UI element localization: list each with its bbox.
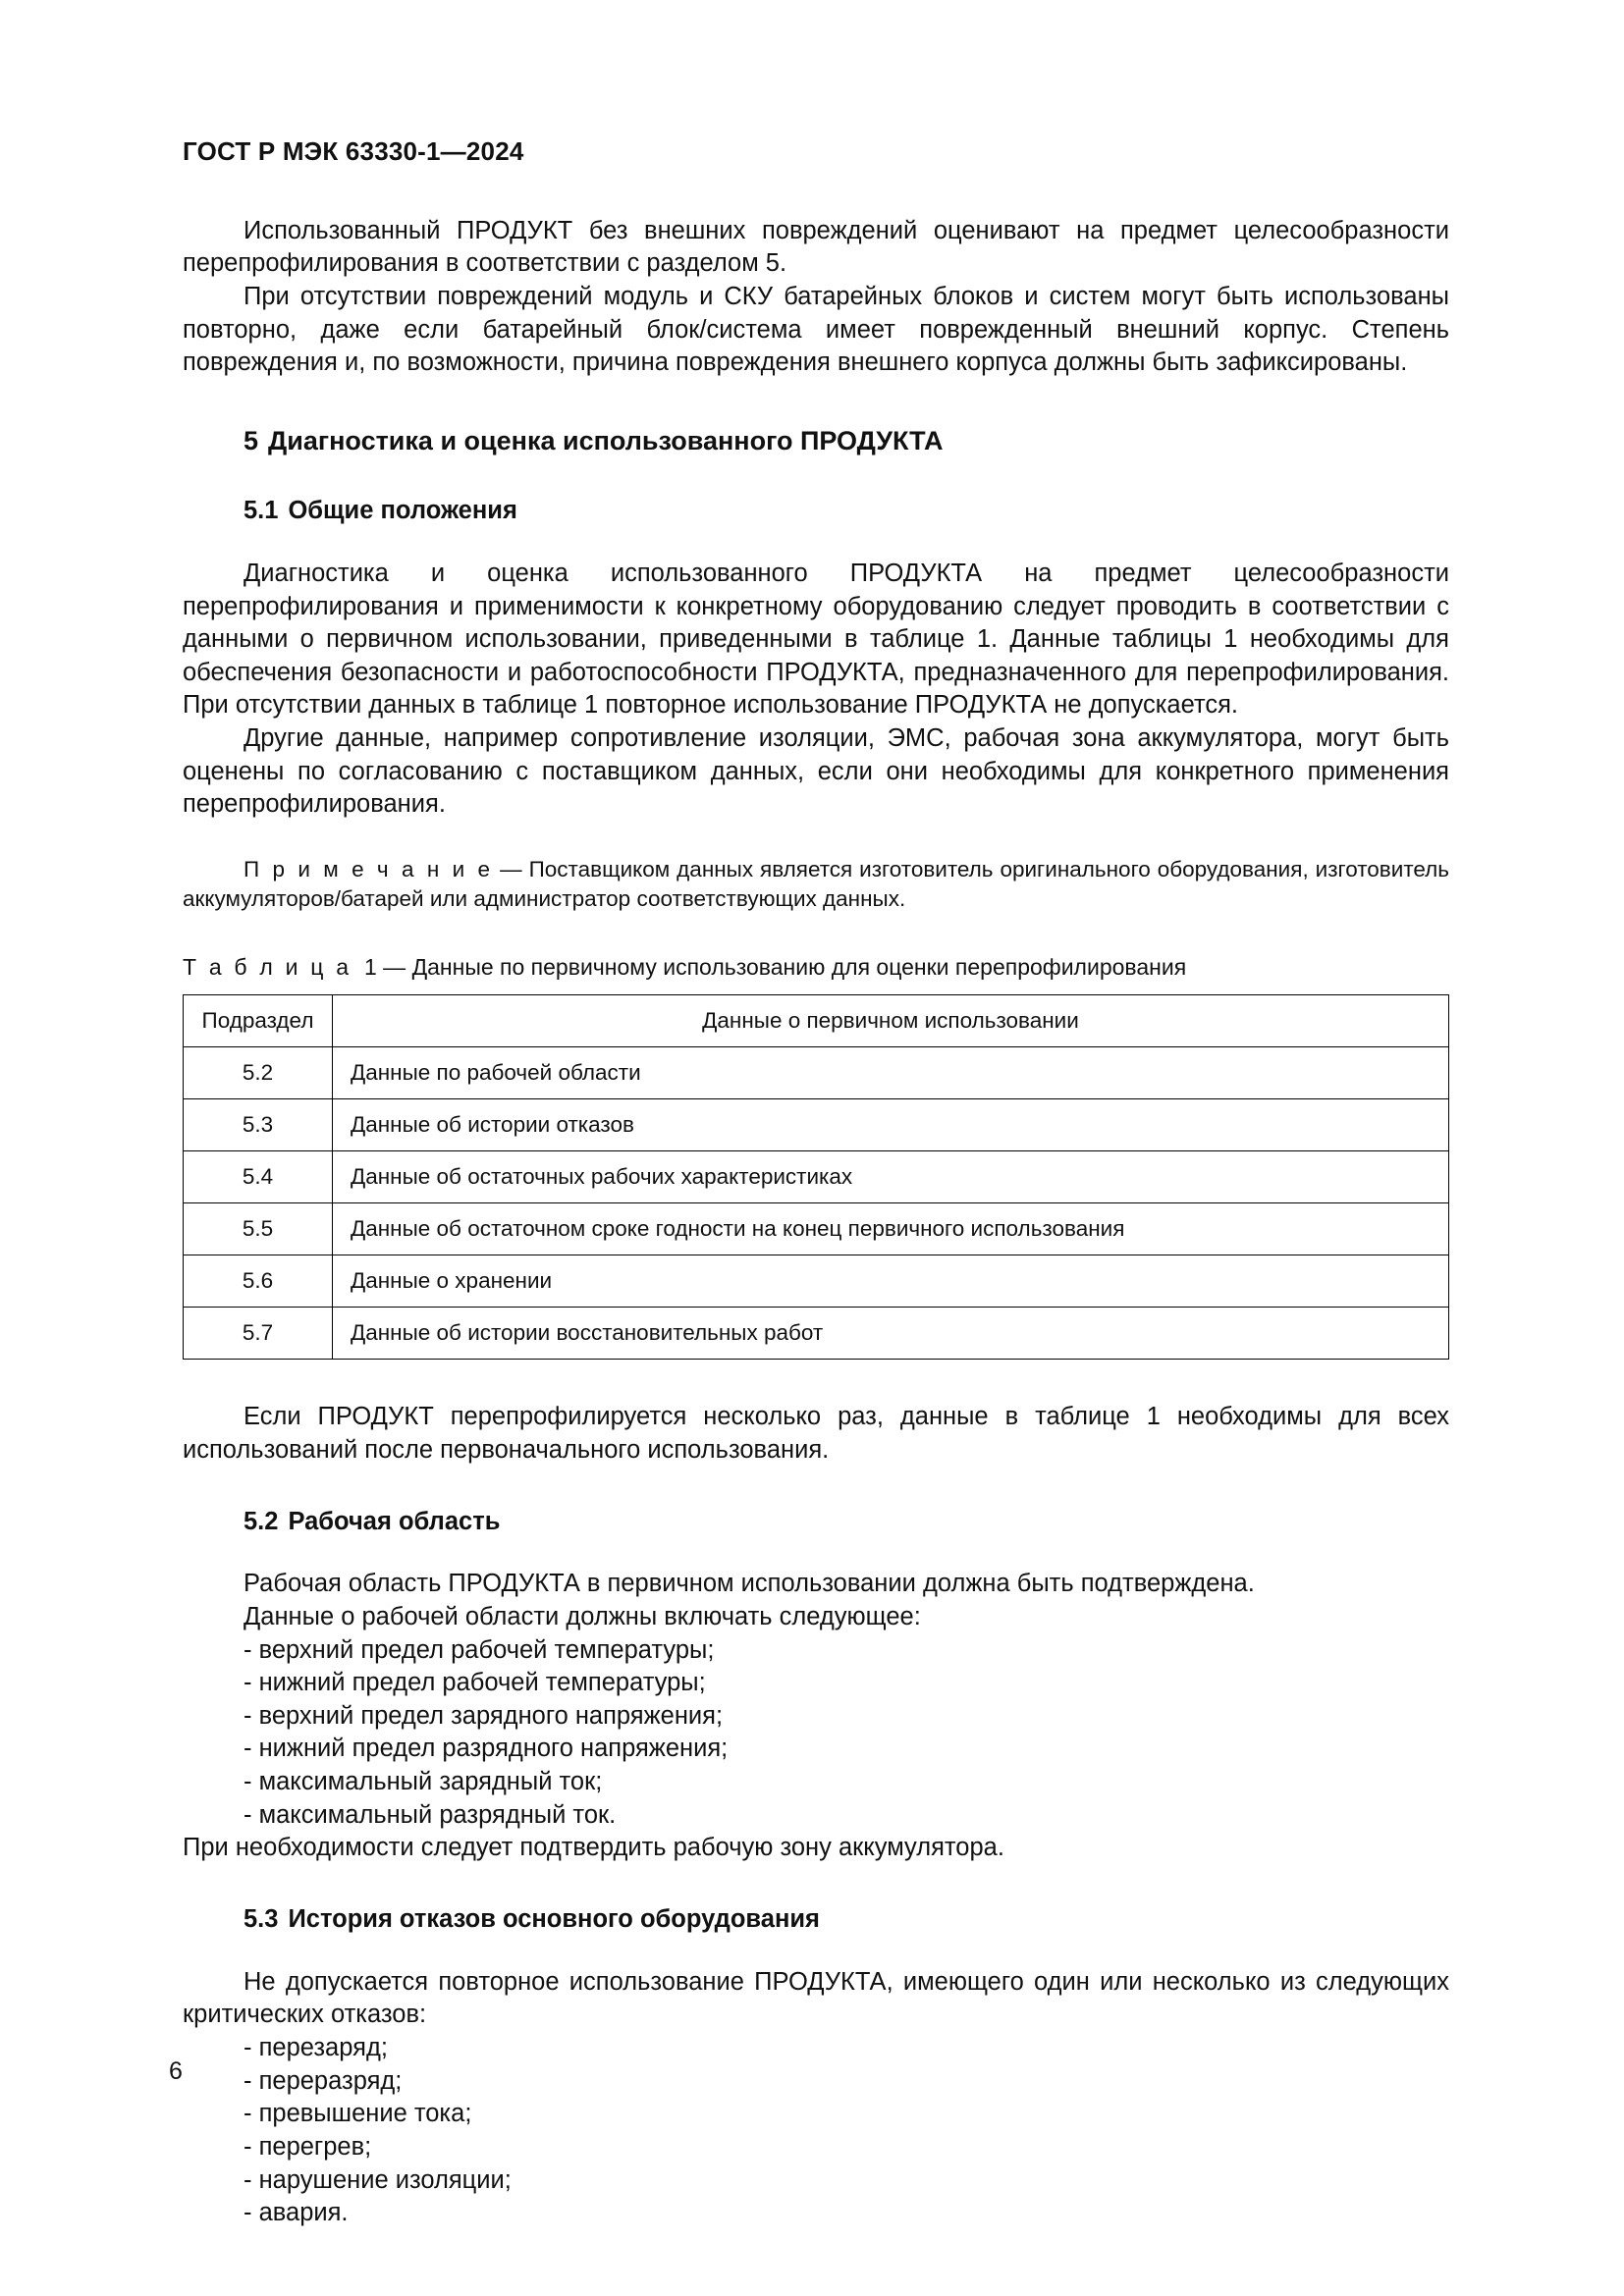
paragraph-5-2-3: При необходимости следует подтвердить рабочую зону аккумулятора. xyxy=(183,1834,1004,1862)
column-header-data: Данные о первичном использовании xyxy=(333,995,1449,1047)
paragraph-after-table: Если ПРОДУКТ перепрофилируется несколько раз, данные в таблице 1 необходимы для всех использований после первоначального использования. xyxy=(183,1403,1449,1464)
cell-data: Данные по рабочей области xyxy=(333,1047,1449,1099)
table-body xyxy=(184,1047,1449,1360)
note-5-1 xyxy=(183,855,1449,914)
cell-data: Данные об истории отказов xyxy=(333,1099,1449,1151)
subsection-title-5-2: Рабочая область xyxy=(288,1507,501,1535)
paragraph-5-1-1: Диагностика и оценка использованного ПРОДУКТА на предмет целесообразности перепрофилирования и применимости к конкретному оборудованию следует проводить в соответствии с данными о первичном использовании, приведенными в таблице 1. Данные таблицы 1 необходимы для обеспечения безопасности и работоспособности ПРОДУКТА, предназначенного для перепрофилирования. При отсутствии данных в таблице 1 повторное использование ПРОДУКТА не допускается. xyxy=(183,559,1449,720)
list-item: - верхний предел рабочей температуры; xyxy=(244,1635,715,1664)
cell-subsection: 5.5 xyxy=(184,1203,333,1255)
table-header xyxy=(184,995,1449,1047)
section-title-5: Диагностика и оценка использованного ПРОДУКТА xyxy=(268,425,944,455)
paragraph-5-2-1: Рабочая область ПРОДУКТА в первичном использовании должна быть подтверждена. xyxy=(244,1570,1255,1598)
cell-subsection: 5.2 xyxy=(184,1047,333,1099)
paragraph-5-1-2: Другие данные, например сопротивление изоляции, ЭМС, рабочая зона аккумулятора, могут быть оценены по согласованию с поставщиком данных, если они необходимы для конкретного применения перепрофилирования. xyxy=(183,724,1449,819)
table-row xyxy=(184,1203,1449,1255)
subsection-title-5-3: История отказов основного оборудования xyxy=(288,1905,820,1934)
cell-subsection: 5.4 xyxy=(184,1151,333,1203)
running-header: ГОСТ Р МЭК 63330-1—2024 xyxy=(183,136,524,166)
table-header-row xyxy=(184,995,1449,1047)
table-row xyxy=(184,1255,1449,1308)
note-dash: — xyxy=(493,857,529,882)
page-number: 6 xyxy=(169,2057,183,2085)
subsection-number-5-2: 5.2 xyxy=(244,1507,279,1535)
table-caption-label: Т а б л и ц а xyxy=(183,954,352,981)
list-item: - превышение тока; xyxy=(244,2100,472,2128)
table-caption-text: Данные по первичному использованию для оценки перепрофилирования xyxy=(411,954,1187,981)
page-content xyxy=(183,137,1449,2230)
list-item: - перезаряд; xyxy=(244,2034,388,2061)
subsection-heading-5-3 xyxy=(183,1904,1449,1935)
list-item: - максимальный разрядный ток. xyxy=(244,1800,617,1829)
note-label: П р и м е ч а н и е xyxy=(244,857,494,882)
list-item: - переразряд; xyxy=(244,2066,403,2095)
table-row xyxy=(184,1099,1449,1151)
cell-data: Данные об истории восстановительных работ xyxy=(333,1308,1449,1360)
cell-data: Данные об остаточном сроке годности на конец первичного использования xyxy=(333,1203,1449,1255)
cell-data: Данные об остаточных рабочих характеристиках xyxy=(333,1151,1449,1203)
intro-paragraph-2: При отсутствии повреждений модуль и СКУ батарейных блоков и систем могут быть использованы повторно, даже если батарейный блок/система имеет поврежденный внешний корпус. Степень повреждения и, по возможности, причина повреждения внешнего корпуса должны быть зафиксированы. xyxy=(183,282,1449,377)
section-number-5: 5 xyxy=(244,425,259,455)
list-item: - максимальный зарядный ток; xyxy=(244,1768,603,1796)
cell-subsection: 5.7 xyxy=(184,1308,333,1360)
table-row xyxy=(184,1047,1449,1099)
table-caption-number: 1 xyxy=(363,954,377,981)
list-item: - нарушение изоляции; xyxy=(244,2165,512,2194)
note-text: Поставщиком данных является изготовитель оригинального оборудования, изготовитель аккумуляторов/батарей или администратор соответствующих данных. xyxy=(183,857,1450,912)
list-item: - верхний предел зарядного напряжения; xyxy=(244,1701,724,1730)
list-item: - авария. xyxy=(244,2199,349,2227)
paragraph-5-3-1: Не допускается повторное использование ПРОДУКТА, имеющего один или несколько из следующих критических отказов: xyxy=(183,1967,1449,2029)
critical-failures-list xyxy=(183,2032,1449,2230)
list-item: - перегрев; xyxy=(244,2132,372,2161)
working-area-list xyxy=(183,1634,1449,1833)
table-row xyxy=(184,1151,1449,1203)
subsection-heading-5-2 xyxy=(183,1507,1449,1537)
table-primary-use-data xyxy=(183,994,1449,1360)
cell-subsection: 5.3 xyxy=(184,1099,333,1151)
table-caption-dash: — xyxy=(376,954,412,981)
table-row xyxy=(184,1308,1449,1360)
cell-subsection: 5.6 xyxy=(184,1255,333,1308)
paragraph-5-2-2: Данные о рабочей области должны включать следующее: xyxy=(244,1602,921,1630)
cell-data: Данные о хранении xyxy=(333,1255,1449,1308)
subsection-heading-5-1 xyxy=(183,496,1449,526)
list-item: - нижний предел разрядного напряжения; xyxy=(244,1735,729,1763)
section-heading-5 xyxy=(183,425,1449,456)
subsection-number-5-1: 5.1 xyxy=(244,497,279,525)
list-item: - нижний предел рабочей температуры; xyxy=(244,1669,706,1697)
intro-paragraph-1: Использованный ПРОДУКТ без внешних повреждений оценивают на предмет целесообразности перепрофилирования в соответствии с разделом 5. xyxy=(183,216,1449,278)
table-1-caption xyxy=(183,953,1449,983)
subsection-number-5-3: 5.3 xyxy=(244,1905,279,1934)
subsection-title-5-1: Общие положения xyxy=(288,497,517,525)
column-header-subsection: Подраздел xyxy=(184,995,333,1047)
